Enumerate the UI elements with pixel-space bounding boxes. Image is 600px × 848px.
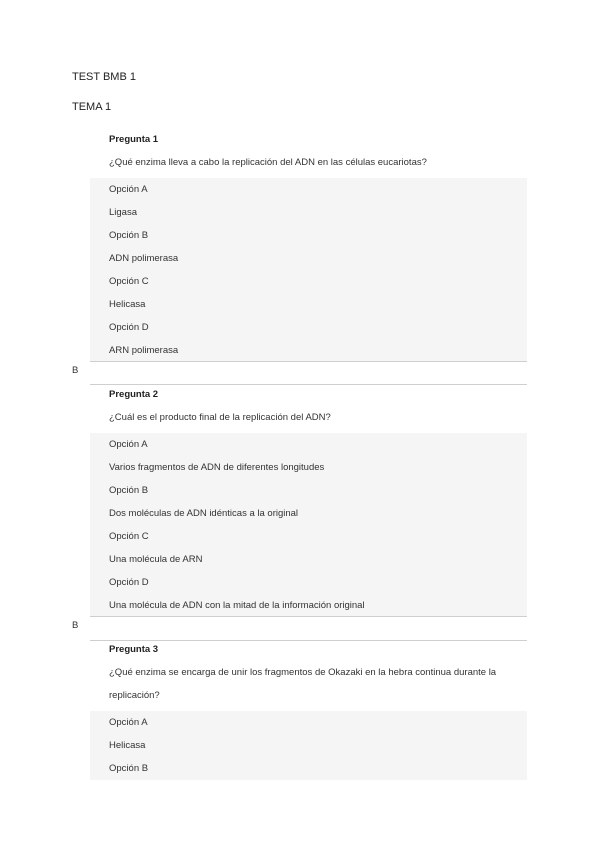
answer-1: B <box>72 365 79 376</box>
options-list <box>90 178 527 362</box>
option-b-text: Dos moléculas de ADN idénticas a la original <box>109 508 299 519</box>
option-c-label: Opción C <box>109 531 149 542</box>
divider <box>90 361 527 362</box>
option-a-label: Opción A <box>109 184 148 195</box>
option-c-text: Helicasa <box>109 299 146 310</box>
option-b-label: Opción B <box>109 230 149 241</box>
option-b-text: ADN polimerasa <box>109 253 179 264</box>
question-text: ¿Cuál es el producto final de la replicación del ADN? <box>109 412 331 423</box>
option-a-label: Opción A <box>109 439 148 450</box>
options-list <box>90 433 527 617</box>
question-1 <box>90 128 527 362</box>
question-label: Pregunta 3 <box>109 644 159 655</box>
option-c-label: Opción C <box>109 276 149 287</box>
question-text: ¿Qué enzima lleva a cabo la replicación del ADN en las células eucariotas? <box>109 157 427 168</box>
option-a-text: Ligasa <box>109 207 137 218</box>
option-d-label: Opción D <box>109 577 149 588</box>
option-a-text: Helicasa <box>109 740 146 751</box>
section-title: TEMA 1 <box>72 101 112 113</box>
option-a-text: Varios fragmentos de ADN de diferentes longitudes <box>109 462 325 473</box>
question-2 <box>90 383 527 617</box>
options-list <box>90 711 527 780</box>
question-text: ¿Qué enzima se encarga de unir los fragmentos de Okazaki en la hebra continua durante la replicación? <box>109 667 497 701</box>
option-d-text: ARN polimerasa <box>109 345 179 356</box>
question-label: Pregunta 1 <box>109 134 159 145</box>
option-d-label: Opción D <box>109 322 149 333</box>
document-title: TEST BMB 1 <box>72 71 136 83</box>
question-label: Pregunta 2 <box>109 389 159 400</box>
option-b-label: Opción B <box>109 763 149 774</box>
question-3 <box>90 638 527 780</box>
option-c-text: Una molécula de ARN <box>109 554 203 565</box>
option-d-text: Una molécula de ADN con la mitad de la información original <box>109 600 365 611</box>
answer-2: B <box>72 620 79 631</box>
divider <box>90 616 527 617</box>
option-a-label: Opción A <box>109 717 148 728</box>
option-b-label: Opción B <box>109 485 149 496</box>
